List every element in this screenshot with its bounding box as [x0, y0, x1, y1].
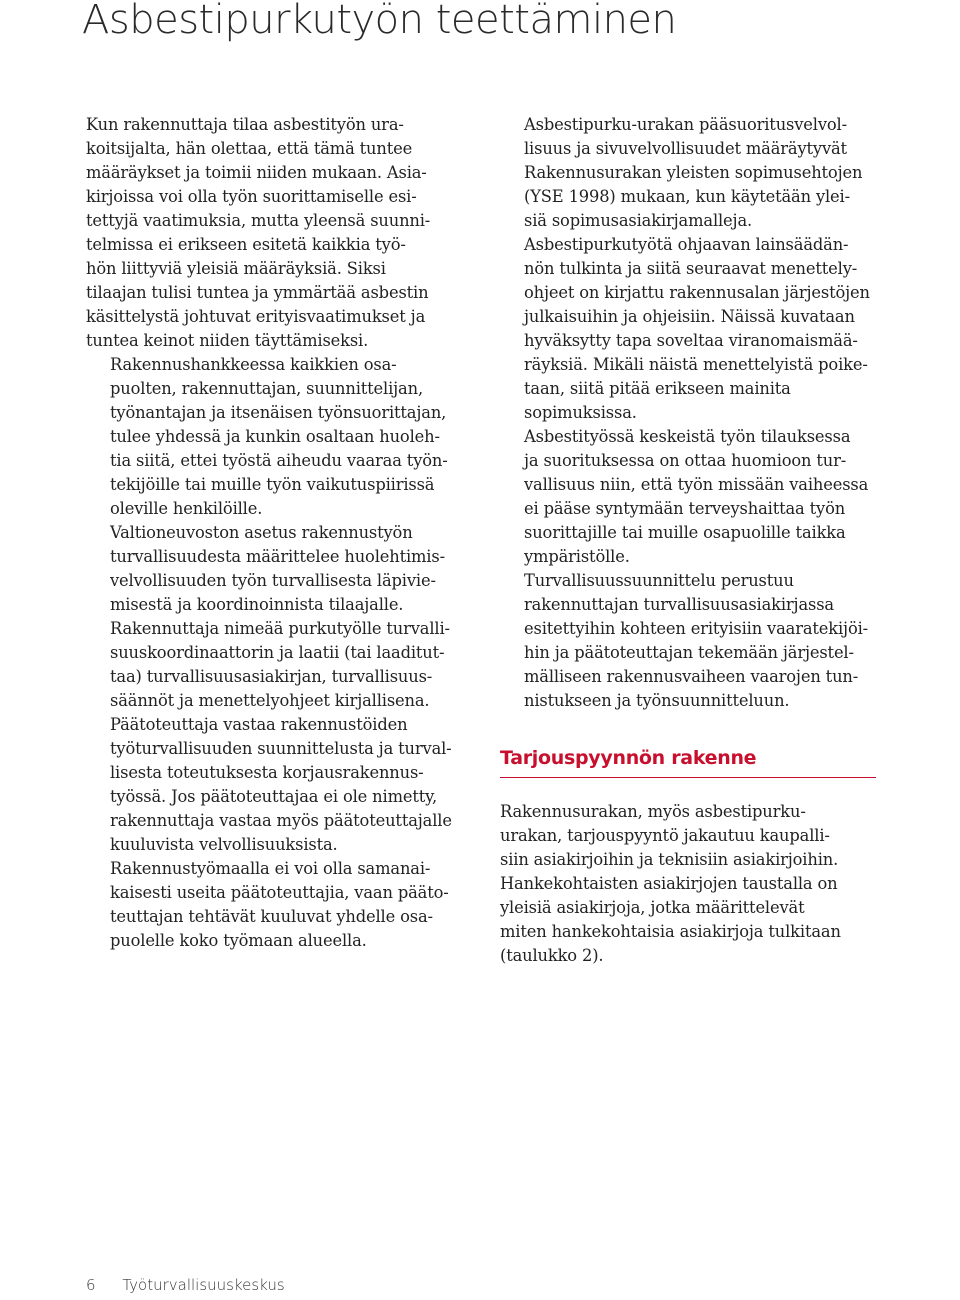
- text-line: kirjoissa voi olla työn suorittamiselle esi-: [86, 187, 417, 206]
- text-line: siä sopimusasiakirjamalleja.: [524, 211, 753, 230]
- page-title: Asbestipurkutyön teettäminen: [82, 0, 677, 43]
- paragraph: [500, 425, 876, 569]
- text-line: vallisuus niin, että työn missään vaiheessa: [524, 475, 869, 494]
- page-number: 6: [86, 1276, 96, 1294]
- text-line: lisuus ja sivuvelvollisuudet määräytyvät: [524, 139, 847, 158]
- text-line: urakan, tarjouspyyntö jakautuu kaupalli-: [500, 826, 830, 845]
- text-line: telmissa ei erikseen esitetä kaikkia työ-: [86, 235, 406, 254]
- left-column: [86, 113, 466, 953]
- text-line: julkaisuihin ja ohjeisiin. Näissä kuvataan: [524, 307, 855, 326]
- text-line: (taulukko 2).: [500, 946, 604, 965]
- text-line: määräykset ja toimii niiden mukaan. Asia-: [86, 163, 427, 182]
- text-line: ei pääse syntymään terveyshaittaa työn: [524, 499, 846, 518]
- text-line: käsittelystä johtuvat erityisvaatimukset ja: [86, 307, 426, 326]
- text-line: rakennuttajan turvallisuusasiakirjassa: [524, 595, 834, 614]
- text-line: yleisiä asiakirjoja, jotka määrittelevät: [500, 898, 805, 917]
- paragraph: [500, 233, 876, 425]
- text-line: Rakennusurakan, myös asbestipurku-: [500, 802, 806, 821]
- text-line: tia siitä, ettei työstä aiheudu vaaraa työn-: [110, 451, 448, 470]
- text-line: tuntea keinot niiden täyttämiseksi.: [86, 331, 369, 350]
- text-line: koitsijalta, hän olettaa, että tämä tuntee: [86, 139, 413, 158]
- text-line: Rakennusurakan yleisten sopimusehtojen: [524, 163, 863, 182]
- text-line: hin ja päätoteuttajan tekemään järjestel-: [524, 643, 854, 662]
- text-line: suuskoordinaattorin ja laatii (tai laaditut-: [110, 643, 445, 662]
- paragraph: [86, 113, 466, 353]
- text-line: tulee yhdessä ja kunkin osaltaan huoleh-: [110, 427, 440, 446]
- text-line: oleville henkilöille.: [110, 499, 263, 518]
- text-line: ympäristölle.: [524, 547, 630, 566]
- text-line: räyksiä. Mikäli näistä menettelyistä poike-: [524, 355, 868, 374]
- right-column: [500, 113, 876, 968]
- text-line: teuttajan tehtävät kuuluvat yhdelle osa-: [110, 907, 433, 926]
- text-line: taa) turvallisuusasiakirjan, turvallisuus-: [110, 667, 433, 686]
- text-line: Rakennustyömaalla ei voi olla samanai-: [110, 859, 431, 878]
- text-line: puolten, rakennuttajan, suunnittelijan,: [110, 379, 423, 398]
- paragraph: [86, 521, 466, 713]
- paragraph: [500, 800, 876, 968]
- text-line: Kun rakennuttaja tilaa asbestityön ura-: [86, 115, 404, 134]
- text-line: misestä ja koordinoinnista tilaajalle.: [110, 595, 404, 614]
- text-line: ja suorituksessa on ottaa huomioon tur-: [524, 451, 847, 470]
- text-line: Hankekohtaisten asiakirjojen taustalla on: [500, 874, 838, 893]
- text-line: Asbestipurkutyötä ohjaavan lainsäädän-: [524, 235, 849, 254]
- text-line: hön liittyviä yleisiä määräyksiä. Siksi: [86, 259, 386, 278]
- text-line: kuuluvista velvollisuuksista.: [110, 835, 338, 854]
- text-line: kaisesti useita päätoteuttajia, vaan pääto-: [110, 883, 449, 902]
- text-line: miten hankekohtaisia asiakirjoja tulkitaan: [500, 922, 841, 941]
- text-line: tettyjä vaatimuksia, mutta yleensä suunni-: [86, 211, 431, 230]
- text-line: mälliseen rakennusvaiheen vaarojen tun-: [524, 667, 859, 686]
- text-line: työturvallisuuden suunnittelusta ja turval-: [110, 739, 452, 758]
- text-line: taan, siitä pitää erikseen mainita: [524, 379, 791, 398]
- text-line: Valtioneuvoston asetus rakennustyön: [110, 523, 413, 542]
- paragraph: [86, 713, 466, 857]
- text-line: säännöt ja menettelyohjeet kirjallisena.: [110, 691, 430, 710]
- text-line: puolelle koko työmaan alueella.: [110, 931, 367, 950]
- text-line: ohjeet on kirjattu rakennusalan järjestöjen: [524, 283, 870, 302]
- text-line: rakennuttaja vastaa myös päätoteuttajalle: [110, 811, 452, 830]
- text-line: velvollisuuden työn turvallisesta läpivie-: [110, 571, 436, 590]
- text-line: siin asiakirjoihin ja teknisiin asiakirjoihin.: [500, 850, 839, 869]
- text-line: Rakennuttaja nimeää purkutyölle turvalli-: [110, 619, 450, 638]
- section-heading: Tarjouspyynnön rakenne: [500, 745, 876, 778]
- text-line: tilaajan tulisi tuntea ja ymmärtää asbestin: [86, 283, 429, 302]
- paragraph: [86, 857, 466, 953]
- text-line: Asbestityössä keskeistä työn tilauksessa: [524, 427, 851, 446]
- text-line: suorittajille tai muille osapuolille taikka: [524, 523, 846, 542]
- page-footer: [86, 1276, 285, 1294]
- text-line: työnantajan ja itsenäisen työnsuorittajan,: [110, 403, 447, 422]
- text-line: nistukseen ja työnsuunnitteluun.: [524, 691, 790, 710]
- text-line: esitettyihin kohteen erityisiin vaaratekijöi-: [524, 619, 869, 638]
- text-line: Rakennushankkeessa kaikkien osa-: [110, 355, 397, 374]
- text-line: hyväksytty tapa soveltaa viranomaismää-: [524, 331, 858, 350]
- text-line: työssä. Jos päätoteuttajaa ei ole nimetty,: [110, 787, 438, 806]
- text-line: Turvallisuussuunnittelu perustuu: [524, 571, 794, 590]
- text-line: nön tulkinta ja siitä seuraavat menettely-: [524, 259, 858, 278]
- publisher-name: Työturvallisuuskeskus: [122, 1276, 285, 1294]
- text-line: lisesta toteutuksesta korjausrakennus-: [110, 763, 424, 782]
- text-line: turvallisuudesta määrittelee huolehtimis-: [110, 547, 445, 566]
- text-line: (YSE 1998) mukaan, kun käytetään ylei-: [524, 187, 850, 206]
- text-line: Asbestipurku-urakan pääsuoritusvelvol-: [524, 115, 847, 134]
- text-line: tekijöille tai muille työn vaikutuspiirissä: [110, 475, 435, 494]
- text-line: sopimuksissa.: [524, 403, 637, 422]
- paragraph: [500, 569, 876, 713]
- text-line: Päätoteuttaja vastaa rakennustöiden: [110, 715, 408, 734]
- paragraph: [86, 353, 466, 521]
- paragraph: [500, 113, 876, 233]
